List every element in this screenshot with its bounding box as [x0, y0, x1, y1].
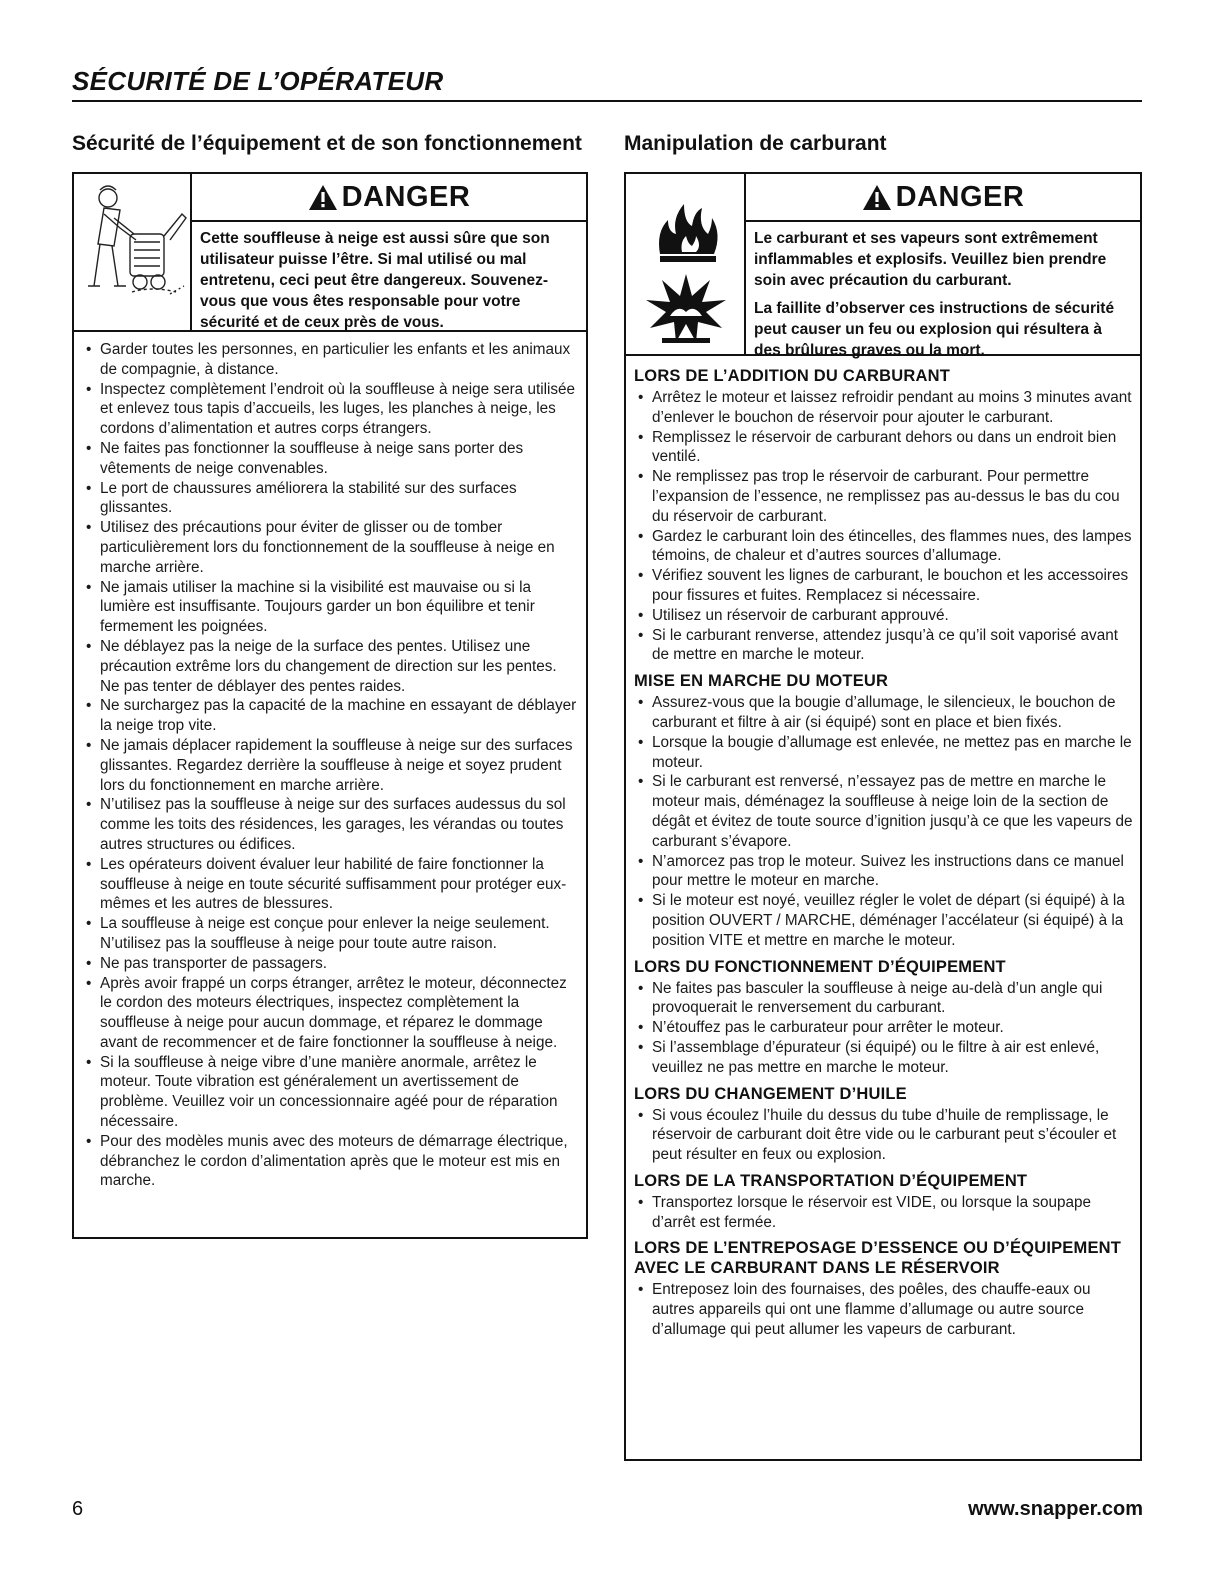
fuel-handling-sections [634, 364, 1134, 1340]
danger-message-text: Cette souffleuse à neige est aussi sûre que son utilisateur puisse l’être. Si mal utilisé ou mal entretenu, ceci peut être dangereux. Souvenez-vous que vous êtes responsable pour votre sécurité et de ceux près de vous. [200, 230, 550, 331]
list-item: • Si la souffleuse à neige vibre d’une manière anormale, arrêtez le moteur. Toute vibration est généralement un avertissement de problème. Veuillez voir un concessionnaire agéé pour de réparation nécessaire. [82, 1053, 578, 1132]
oil-change-list [634, 1106, 1134, 1165]
list-item: • Transportez lorsque le réservoir est VIDE, ou lorsque la soupape d’arrêt est fermée. [634, 1193, 1134, 1233]
page-number: 6 [72, 1498, 84, 1520]
left-column-heading: Sécurité de l’équipement et de son fonctionnement [72, 132, 582, 155]
title-rule [72, 100, 1142, 102]
list-item: • Ne faites pas fonctionner la souffleuse à neige sans porter des vêtements de neige convenables. [82, 439, 578, 479]
list-item: • Utilisez des précautions pour éviter de glisser ou de tomber particulièrement lors du fonctionnement de la souffleuse à neige en marche arrière. [82, 518, 578, 577]
list-item: • Après avoir frappé un corps étranger, arrêtez le moteur, déconnectez le cordon des moteurs électriques, inspectez complètement la souffleuse à neige pour aucun dommage, et réparez le dommage avant de recommencer et de faire fonctionner la souffleuse à neige. [82, 974, 578, 1053]
danger-signal-word [746, 174, 1140, 222]
danger-message [192, 222, 586, 333]
list-item: • Si le carburant renverse, attendez jusqu’à ce qu’il soit vaporisé avant de mettre en marche le moteur. [634, 626, 1134, 666]
list-item: • Ne jamais déplacer rapidement la souffleuse à neige sur des surfaces glissantes. Regardez derrière la souffleuse à neige et soyez prudent lors du fonctionnement en marche arrière. [82, 736, 578, 795]
fuel-handling-box [624, 172, 1142, 1461]
danger-message-text: Le carburant et ses vapeurs sont extrêmement inflammables et explosifs. Veuillez bien prendre soin avec précaution du carburant. [754, 230, 1107, 289]
list-item: • Pour des modèles munis avec des moteurs de démarrage électrique, débranchez le cordon d’alimentation après que le moteur est mis en marche. [82, 1132, 578, 1191]
storage-list [634, 1280, 1134, 1339]
danger-panel [192, 174, 586, 332]
list-item: • Ne faites pas basculer la souffleuse à neige au-delà d’un angle qui provoquerait le renversement du carburant. [634, 979, 1134, 1019]
operation-list [634, 979, 1134, 1078]
list-item: • Si le moteur est noyé, veuillez régler le volet de départ (si équipé) à la position OUVERT / MARCHE, déménager l’accélateur (si équipé) à la position VITE et mettre en marche le moteur. [634, 891, 1134, 950]
warning-triangle-icon [308, 184, 338, 211]
list-item: • Si vous écoulez l’huile du dessus du tube d’huile de remplissage, le réservoir de carburant doit être vide ou le carburant peut s’écouler et peut résulter en feux ou explosion. [634, 1106, 1134, 1165]
section-heading: MISE EN MARCHE DU MOTEUR [634, 672, 889, 691]
page-title: SÉCURITÉ DE L’OPÉRATEUR [72, 66, 444, 96]
list-item: • Ne remplissez pas trop le réservoir de carburant. Pour permettre l’expansion de l’essence, ne remplissez pas au-dessus le bas du cou du réservoir de carburant. [634, 467, 1134, 526]
equipment-safety-box [72, 172, 588, 1239]
danger-message-text: La faillite d’observer ces instructions de sécurité peut causer un feu ou explosion qui résultera à des brûlures graves ou la mort. [754, 300, 1115, 359]
section-heading: LORS DU CHANGEMENT D’HUILE [634, 1084, 907, 1103]
list-item: • N’utilisez pas la souffleuse à neige sur des surfaces audessus du sol comme les toits des résidences, les garages, les vérandas ou toutes autres structures ou édifices. [82, 795, 578, 854]
list-item: • Ne déblayez pas la neige de la surface des pentes. Utilisez une précaution extrême lors du changement de direction sur les pentes. Ne pas tenter de déblayer des pentes raides. [82, 637, 578, 696]
transport-list [634, 1193, 1134, 1233]
fire-icon [626, 182, 744, 272]
list-item: • Le port de chaussures améliorera la stabilité sur des surfaces glissantes. [82, 479, 578, 519]
list-item: • Gardez le carburant loin des étincelles, des flammes nues, des lampes témoins, de chaleur et d’autres sources d’allumage. [634, 527, 1134, 567]
list-item: • La souffleuse à neige est conçue pour enlever la neige seulement. N’utilisez pas la souffleuse à neige pour toute autre raison. [82, 914, 578, 954]
section-heading: LORS DE L’ADDITION DU CARBURANT [634, 367, 951, 385]
section-heading: LORS DU FONCTIONNEMENT D’ÉQUIPEMENT [634, 957, 1006, 976]
list-item: • Les opérateurs doivent évaluer leur habilité de faire fonctionner la souffleuse à neige en toute sécurité suffisamment pour protéger eux-mêmes et les autres de blessures. [82, 855, 578, 914]
fire-explosion-pictogram [626, 174, 746, 356]
danger-signal-word [192, 174, 586, 222]
list-item: • Ne surchargez pas la capacité de la machine en essayant de déblayer la neige trop vite. [82, 696, 578, 736]
section-heading: LORS DE L’ENTREPOSAGE D’ESSENCE OU D’ÉQUIPEMENT AVEC LE CARBURANT DANS LE RÉSERVOIR [634, 1239, 1122, 1278]
danger-panel [746, 174, 1140, 359]
list-item: • Remplissez le réservoir de carburant dehors ou dans un endroit bien ventilé. [634, 428, 1134, 468]
list-item: • Arrêtez le moteur et laissez refroidir pendant au moins 3 minutes avant d’enlever le bouchon de réservoir pour ajouter le carburant. [634, 388, 1134, 428]
equipment-safety-list [82, 340, 578, 1191]
list-item: • Si l’assemblage d’épurateur (si équipé) ou le filtre à air est enlevé, veuillez ne pas mettre en marche le moteur. [634, 1038, 1134, 1078]
snowblower-operator-icon [74, 174, 190, 330]
list-item: • Vérifiez souvent les lignes de carburant, le bouchon et les accessoires pour fissures et fuites. Remplacez si nécessaire. [634, 566, 1134, 606]
list-item: • Garder toutes les personnes, en particulier les enfants et les animaux de compagnie, à distance. [82, 340, 578, 380]
danger-message [746, 222, 1140, 361]
warning-triangle-icon [862, 184, 892, 211]
section-heading: LORS DE LA TRANSPORTATION D’ÉQUIPEMENT [634, 1171, 1028, 1190]
list-item: • Lorsque la bougie d’allumage est enlevée, ne mettez pas en marche le moteur. [634, 733, 1134, 773]
right-column-heading: Manipulation de carburant [624, 132, 887, 155]
operator-pictogram [74, 174, 192, 332]
danger-label: DANGER [895, 180, 1025, 213]
website-link[interactable]: www.snapper.com [968, 1498, 1143, 1520]
engine-start-list [634, 693, 1134, 950]
list-item: • Assurez-vous que la bougie d’allumage, le silencieux, le bouchon de carburant et filtre à air (si équipé) sont en place et bien fixés. [634, 693, 1134, 733]
list-item: • Utilisez un réservoir de carburant approuvé. [634, 606, 1134, 626]
list-item: • N’amorcez pas trop le moteur. Suivez les instructions dans ce manuel pour mettre le moteur en marche. [634, 852, 1134, 892]
danger-label: DANGER [341, 180, 471, 213]
fueling-list [634, 388, 1134, 665]
list-item: • Ne jamais utiliser la machine si la visibilité est mauvaise ou si la lumière est insuffisante. Toujours garder un bon équilibre et tenir fermement les poignées. [82, 578, 578, 637]
list-item: • Si le carburant est renversé, n’essayez pas de mettre en marche le moteur mais, déménagez la souffleuse à neige loin de la section de dégât et évitez de toute source d’ignition jusqu’à ce que les vapeurs de carburant s’évapore. [634, 772, 1134, 851]
explosion-icon [626, 266, 744, 350]
list-item: • Ne pas transporter de passagers. [82, 954, 578, 974]
list-item: • N’étouffez pas le carburateur pour arrêter le moteur. [634, 1018, 1134, 1038]
list-item: • Entreposez loin des fournaises, des poêles, des chauffe-eaux ou autres appareils qui ont une flamme d’allumage ou autre source d’allumage qui peut allumer les vapeurs de carburant. [634, 1280, 1134, 1339]
list-item: • Inspectez complètement l’endroit où la souffleuse à neige sera utilisée et enlevez tous tapis d’accueils, les luges, les planches à neige, les cordons d’alimentation et autres corps étrangers. [82, 380, 578, 439]
